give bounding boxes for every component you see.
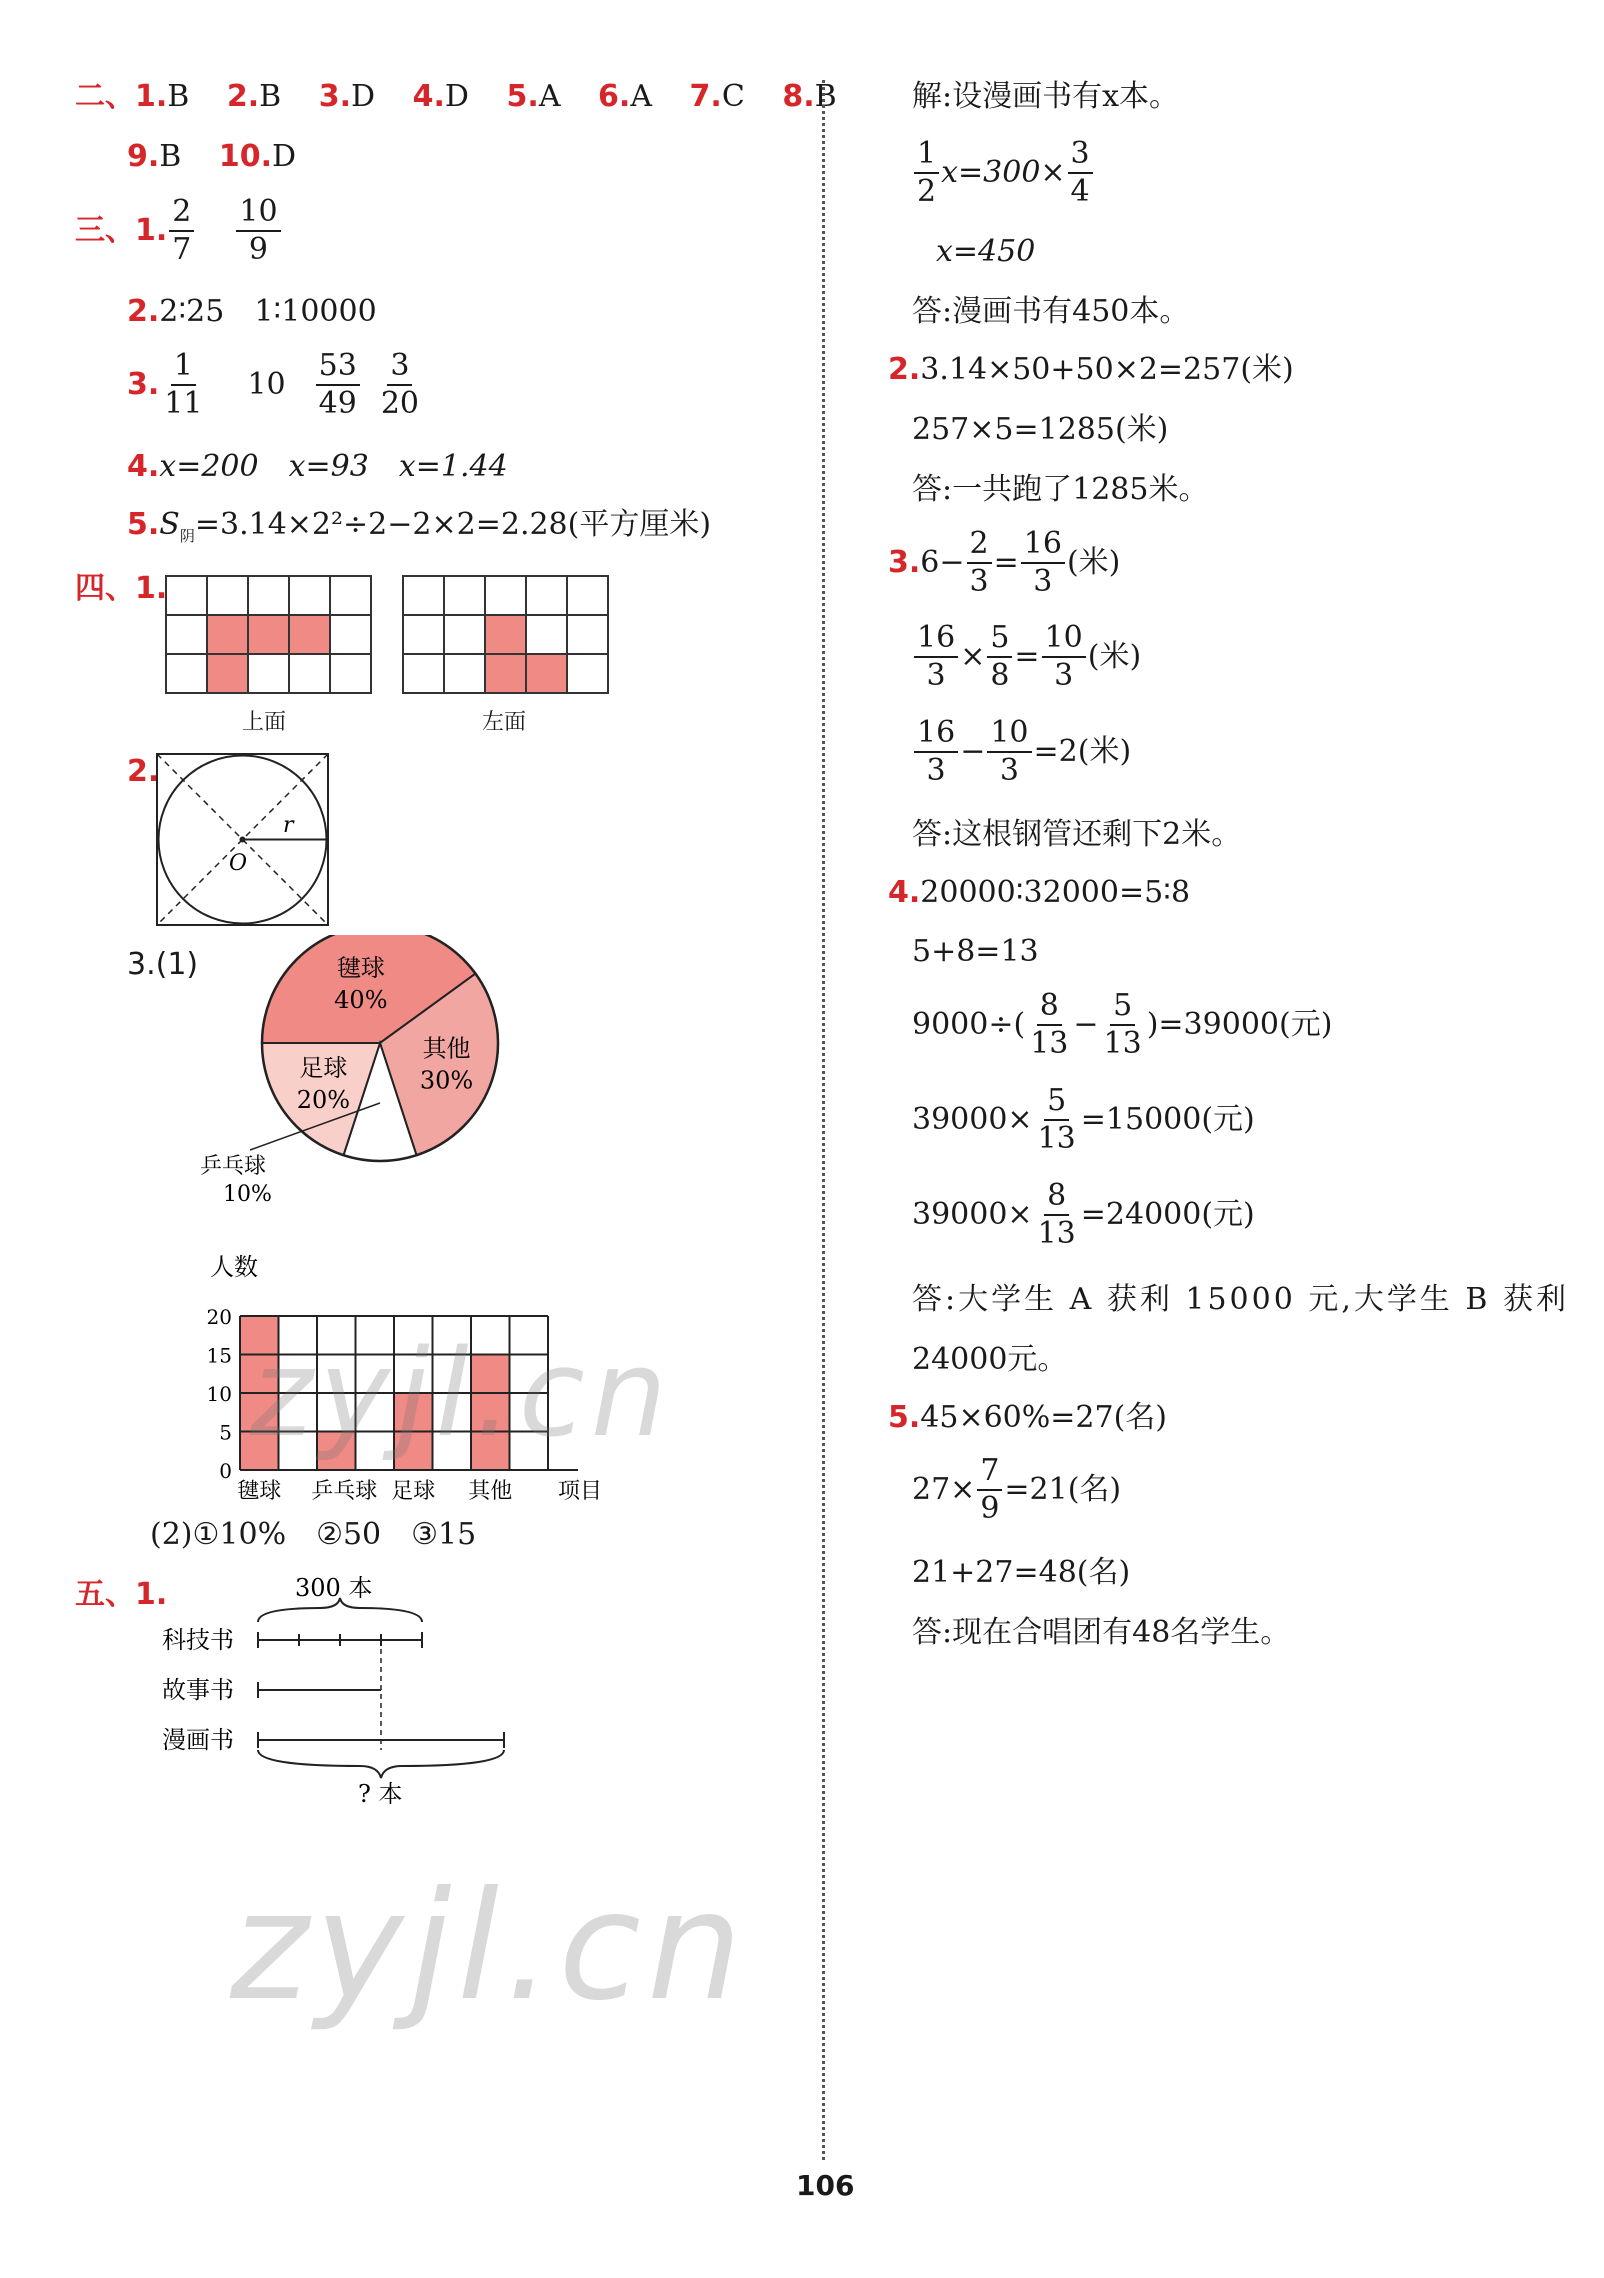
area-symbol: S — [159, 507, 180, 542]
top-view-grid — [165, 575, 372, 694]
pie-value-label: 30% — [419, 1066, 474, 1095]
r-q3-l3: $\frac{16}{3}$ − $\frac{10}{3}$ =2(米) — [912, 717, 1131, 786]
equation-text: )=39000(元) — [1146, 1006, 1333, 1042]
sec2-label: 二、 — [75, 79, 135, 114]
area-subscript: 阴 — [179, 527, 195, 545]
r-q4-l4 — [912, 1085, 1255, 1154]
fraction: $\frac{8}{13}$ — [1037, 1178, 1076, 1251]
center-label: O — [229, 851, 248, 876]
answer: 20000∶32000=5∶8 — [920, 875, 1191, 910]
r-q2-l1 — [888, 352, 1294, 387]
r-p1-eq — [912, 138, 1095, 207]
sec2-row1 — [75, 79, 837, 114]
r-q4-l6: 答:大学生 A 获利 15000 元,大学生 B 获利 — [912, 1282, 1570, 1317]
sec3-q1 — [75, 196, 283, 265]
r-p1-line1: 解:设漫画书有x本。 — [912, 79, 1180, 114]
equation-text: =15000(元) — [1080, 1101, 1255, 1137]
watermark: zyjl.cn — [250, 1325, 673, 1464]
fraction: $\frac{10}{9}$ — [236, 196, 280, 265]
answer: 3.14×50+50×2=257(米) — [920, 352, 1294, 387]
fraction: $\frac{2}{3}$ — [967, 528, 992, 597]
q-num: 2. — [127, 754, 160, 789]
page-number: 106 — [796, 2169, 855, 2202]
y-tick-label: 15 — [206, 1343, 232, 1368]
answer: 10 — [247, 366, 286, 402]
q-num: 3.(1) — [127, 947, 199, 982]
x-tick-label: 其他 — [468, 1479, 513, 1504]
equation-text: = — [993, 544, 1019, 580]
caption-top-view: 上面 — [242, 710, 287, 735]
r-p1-line3: 答:漫画书有450本。 — [912, 294, 1190, 329]
q-num: 5. — [127, 507, 160, 542]
answer: 45×60%=27(名) — [920, 1400, 1167, 1435]
radius-label: r — [283, 813, 294, 838]
pie-label: 毽球 — [336, 954, 385, 983]
x-tick-label: 足球 — [391, 1479, 436, 1504]
y-axis-label: 人数 — [210, 1253, 258, 1281]
answer: B — [259, 79, 282, 114]
fraction: $\frac{3}{20}$ — [380, 348, 420, 421]
q-num: 7. — [689, 79, 722, 114]
column-divider — [822, 80, 825, 2160]
x-tick-label: 乒乓球 — [311, 1479, 378, 1504]
r-q4-l7: 24000元。 — [912, 1342, 1068, 1377]
q-num: 1. — [135, 571, 168, 606]
fraction: $\frac{5}{8}$ — [987, 622, 1012, 691]
fraction: $\frac{3}{4}$ — [1068, 138, 1093, 207]
equation-text: (米) — [1087, 638, 1142, 674]
fraction: $\frac{8}{13}$ — [1030, 988, 1069, 1061]
label-comic-books: 漫画书 — [162, 1726, 234, 1754]
answer: D — [272, 139, 297, 174]
q-num: 1. — [135, 212, 168, 248]
q-num: 10. — [218, 139, 273, 174]
label-science-books: 科技书 — [162, 1626, 234, 1654]
sec3-q3 — [127, 350, 424, 419]
q-num: 6. — [598, 79, 631, 114]
sec3-q5 — [127, 507, 712, 545]
caption-left-view: 左面 — [482, 710, 527, 735]
r-q5-l3: 21+27=48(名) — [912, 1555, 1131, 1590]
line-segment-diagram — [150, 1570, 530, 1810]
r-q4-l1 — [888, 875, 1191, 910]
fraction: $\frac{16}{3}$ — [914, 622, 958, 691]
q-num: 5. — [888, 1400, 921, 1435]
q-num: 4. — [127, 449, 160, 484]
answer: C — [721, 79, 745, 114]
answer: A — [538, 79, 561, 114]
fraction: $\frac{1}{2}$ — [914, 138, 939, 207]
equation-text: =2(米) — [1033, 733, 1132, 769]
answer: A — [630, 79, 652, 114]
r-q3-l2: $\frac{16}{3}$ × $\frac{5}{8}$ = $\frac{10}{3}$ (米) — [912, 622, 1141, 691]
fraction: $\frac{5}{13}$ — [1037, 1083, 1076, 1156]
equation-text: 27× — [912, 1471, 976, 1507]
sec4-label: 四、 — [75, 571, 135, 606]
q-num: 4. — [888, 875, 921, 910]
equation-text: 6− — [920, 544, 965, 580]
y-tick-label: 5 — [219, 1420, 232, 1445]
equation-text: =21(名) — [1004, 1471, 1122, 1507]
r-p1-line2: x=450 — [936, 234, 1036, 269]
pie-value-label: 20% — [296, 1086, 351, 1115]
equation-text: 39000× — [912, 1101, 1033, 1137]
r-q3-l1 — [888, 528, 1120, 597]
pie-label: 其他 — [422, 1034, 471, 1063]
answer: B — [167, 79, 190, 114]
fraction: $\frac{5}{13}$ — [1103, 988, 1142, 1061]
unknown-label: ? 本 — [358, 1780, 403, 1808]
fraction: $\frac{10}{3}$ — [987, 717, 1031, 786]
r-q4-l3: 9000÷( $\frac{8}{13}$ − $\frac{5}{13}$ )=39000(元) — [912, 988, 1333, 1061]
r-q5-l4: 答:现在合唱团有48名学生。 — [912, 1615, 1291, 1650]
equation-text: =24000(元) — [1080, 1196, 1255, 1232]
q-num: 9. — [127, 139, 160, 174]
answer: D — [351, 79, 376, 114]
answer: 2∶25 1∶10000 — [159, 294, 377, 329]
sec3-label: 三、 — [75, 212, 135, 248]
sec2-row2 — [127, 139, 297, 174]
pie-chart — [195, 935, 525, 1205]
fraction: $\frac{1}{11}$ — [164, 348, 203, 421]
answer: D — [444, 79, 469, 114]
q-num: 8. — [782, 79, 815, 114]
q-num: 1. — [135, 79, 168, 114]
label-story-books: 故事书 — [162, 1676, 234, 1704]
fraction: $\frac{7}{9}$ — [977, 1455, 1002, 1524]
x-axis-label: 项目 — [558, 1479, 603, 1504]
answer: B — [159, 139, 182, 174]
answer: =3.14×2²÷2−2×2=2.28(平方厘米) — [194, 507, 712, 542]
sec4-q3-part2: (2)①10% ②50 ③15 — [150, 1517, 477, 1552]
r-q2-l2: 257×5=1285(米) — [912, 412, 1169, 447]
pie-value-label: 10% — [223, 1182, 272, 1205]
equation-text: 39000× — [912, 1196, 1033, 1232]
y-tick-label: 0 — [219, 1459, 232, 1483]
left-view-grid — [402, 575, 609, 694]
answer: x=200 x=93 x=1.44 — [159, 449, 508, 484]
equation-text: x=300× — [941, 154, 1066, 190]
fraction: $\frac{10}{3}$ — [1042, 622, 1086, 691]
r-q5-l2 — [912, 1455, 1121, 1524]
y-tick-label: 10 — [206, 1382, 232, 1406]
q-num: 2. — [127, 294, 160, 329]
pie-label: 乒乓球 — [200, 1154, 267, 1179]
x-tick-label: 毽球 — [237, 1479, 282, 1504]
q-num: 1. — [135, 1577, 168, 1612]
answer: B — [814, 79, 837, 114]
total-label: 300 本 — [295, 1574, 373, 1602]
q-num: 3. — [888, 544, 921, 580]
r-q2-l3: 答:一共跑了1285米。 — [912, 472, 1209, 507]
q-num: 3. — [318, 79, 352, 114]
pie-label: 足球 — [299, 1054, 348, 1083]
y-tick-label: 20 — [206, 1305, 232, 1329]
fraction: $\frac{16}{3}$ — [1021, 528, 1065, 597]
sec5-label: 五、 — [75, 1577, 135, 1612]
q-num: 2. — [888, 352, 921, 387]
r-q3-l4: 答:这根钢管还剩下2米。 — [912, 817, 1242, 852]
sec3-q2 — [127, 294, 377, 329]
circle-square-diagram — [155, 752, 330, 927]
r-q4-l2: 5+8=13 — [912, 934, 1039, 969]
fraction: $\frac{16}{3}$ — [914, 717, 958, 786]
q-num: 3. — [127, 366, 160, 402]
equation-text: 9000÷( — [912, 1006, 1026, 1042]
equation-text: (米) — [1066, 544, 1121, 580]
sec4-q1-label — [75, 571, 168, 606]
fraction: $\frac{53}{49}$ — [316, 350, 360, 419]
r-q4-l5 — [912, 1180, 1255, 1249]
q-num: 5. — [506, 79, 539, 114]
r-q5-l1 — [888, 1400, 1167, 1435]
pie-value-label: 40% — [334, 986, 388, 1015]
sec3-q4 — [127, 449, 508, 484]
q-num: 2. — [226, 79, 260, 114]
watermark: zyjl.cn — [230, 1860, 749, 2034]
q-num: 4. — [412, 79, 445, 114]
fraction: $\frac{2}{7}$ — [169, 196, 194, 265]
